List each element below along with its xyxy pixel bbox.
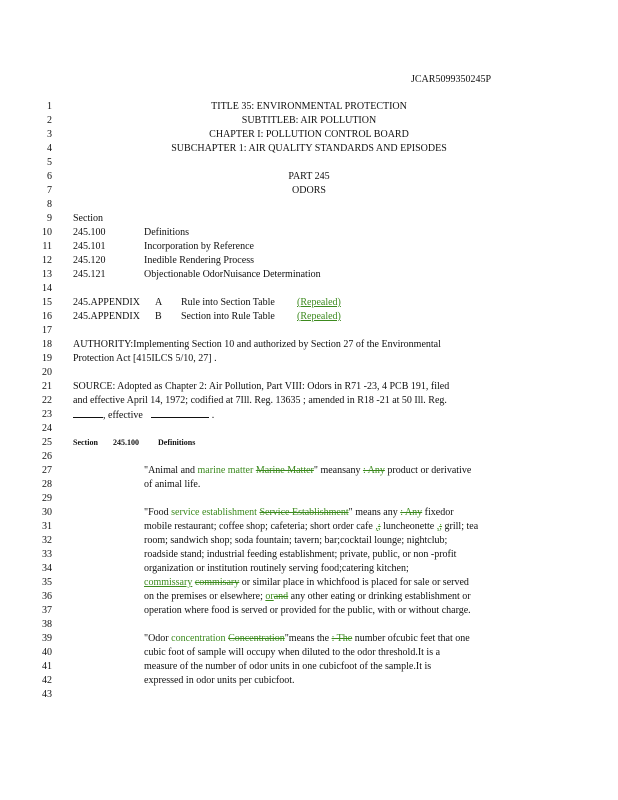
document-id: JCAR5099350245P: [411, 74, 492, 85]
appendix-status: (Repealed): [297, 311, 341, 322]
line-number: 31: [42, 521, 52, 532]
line-number: 43: [42, 689, 52, 700]
line-number: 15: [42, 297, 52, 308]
blank-field: [73, 408, 103, 418]
line-number: 24: [42, 423, 52, 434]
line-number: 9: [47, 213, 52, 224]
source-line: and effective April 14, 1972; codified at 7Ill. Reg. 13635 ; amended in R18 -21 at 50 Ill. Reg.: [73, 395, 447, 406]
appendix-status: (Repealed): [297, 297, 341, 308]
line-number: 40: [42, 647, 52, 658]
line-number: 5: [47, 157, 52, 168]
line-number: 19: [42, 353, 52, 364]
toc-name: Objectionable OdorNuisance Determination: [144, 269, 321, 280]
section-heading-name: Definitions: [158, 438, 196, 447]
def-animal-line: "Animal and marine matter Marine Matter" meansany : Any product or derivative: [144, 465, 472, 476]
def-food-line: roadside stand; industrial feeding establishment; private, public, or non -profit: [144, 549, 457, 560]
authority-line: Protection Act [415ILCS 5/10, 27] .: [73, 353, 217, 364]
toc-num: 245.101: [73, 241, 106, 252]
appendix-name: Section into Rule Table: [181, 311, 275, 322]
def-food-line: organization or institution routinely serving food;catering kitchen;: [144, 563, 409, 574]
line-number: 42: [42, 675, 52, 686]
line-number: 21: [42, 381, 52, 392]
authority-line: AUTHORITY:Implementing Section 10 and authorized by Section 27 of the Environmental: [73, 339, 441, 350]
subchapter-line: SUBCHAPTER 1: AIR QUALITY STANDARDS AND EPISODES: [171, 143, 447, 154]
line-number: 12: [42, 255, 52, 266]
line-number: 2: [47, 115, 52, 126]
def-food-line: room; sandwich shop; soda fountain; tavern; bar;cocktail lounge; nightclub;: [144, 535, 448, 546]
def-food-line: on the premises or elsewhere; orand any other eating or drinking establishment or: [144, 591, 471, 602]
source-line: , effective .: [73, 408, 214, 423]
chapter-line: CHAPTER I: POLLUTION CONTROL BOARD: [209, 129, 409, 140]
line-number: 36: [42, 591, 52, 602]
line-number: 3: [47, 129, 52, 140]
def-animal-line: of animal life.: [144, 479, 201, 490]
line-number: 16: [42, 311, 52, 322]
line-number: 38: [42, 619, 52, 630]
line-number: 1: [47, 101, 52, 112]
line-number: 33: [42, 549, 52, 560]
line-number: 32: [42, 535, 52, 546]
def-food-line: mobile restaurant; coffee shop; cafeteria; short order cafe ,; luncheonette ,; grill; tea: [144, 521, 479, 532]
part-name: ODORS: [292, 185, 326, 196]
line-number: 25: [42, 437, 52, 448]
def-odor-line: cubic foot of sample will occupy when diluted to the odor threshold.It is a: [144, 647, 441, 658]
section-heading-label: Section: [73, 438, 98, 447]
line-number: 34: [42, 563, 52, 574]
line-number: 17: [42, 325, 52, 336]
toc-name: Definitions: [144, 227, 189, 238]
def-food-line: operation where food is served or provided for the public, with or without charge.: [144, 605, 471, 616]
toc-num: 245.100: [73, 227, 106, 238]
line-number: 27: [42, 465, 52, 476]
line-number: 6: [47, 171, 52, 182]
appendix-letter: B: [155, 311, 162, 322]
part-line: PART 245: [288, 171, 330, 182]
toc-name: Incorporation by Reference: [144, 241, 254, 252]
appendix-num: 245.APPENDIX: [73, 311, 140, 322]
line-number: 10: [42, 227, 52, 238]
toc-num: 245.121: [73, 269, 106, 280]
toc-num: 245.120: [73, 255, 106, 266]
line-number: 23: [42, 409, 52, 420]
def-odor-line: "Odor concentration Concentration"means the : The number ofcubic feet that one: [144, 633, 470, 644]
line-number: 28: [42, 479, 52, 490]
line-number: 14: [42, 283, 52, 294]
source-line: SOURCE: Adopted as Chapter 2: Air Pollution, Part VIII: Odors in R71 -23, 4 PCB 191, filed: [73, 381, 450, 392]
def-food-line: "Food service establishment Service Establishment" means any : Any fixedor: [144, 507, 454, 518]
line-number: 20: [42, 367, 52, 378]
line-number: 35: [42, 577, 52, 588]
appendix-num: 245.APPENDIX: [73, 297, 140, 308]
toc-section-label: Section: [73, 213, 103, 224]
line-number: 30: [42, 507, 52, 518]
appendix-name: Rule into Section Table: [181, 297, 275, 308]
line-number: 18: [42, 339, 52, 350]
appendix-letter: A: [155, 297, 163, 308]
def-odor-line: expressed in odor units per cubicfoot.: [144, 675, 295, 686]
line-number: 22: [42, 395, 52, 406]
title-line: TITLE 35: ENVIRONMENTAL PROTECTION: [211, 101, 407, 112]
toc-name: Inedible Rendering Process: [144, 255, 254, 266]
blank-field: [151, 408, 209, 418]
line-number: 26: [42, 451, 52, 462]
line-number: 4: [47, 143, 52, 154]
subtitle-line: SUBTITLEB: AIR POLLUTION: [241, 115, 377, 126]
line-number: 11: [42, 241, 52, 252]
def-food-line: commissary commisary or similar place in whichfood is placed for sale or served: [144, 577, 469, 588]
line-number: 39: [42, 633, 52, 644]
line-number: 41: [42, 661, 52, 672]
line-number: 8: [47, 199, 52, 210]
line-number: 37: [42, 605, 52, 616]
section-heading-num: 245.100: [113, 438, 139, 447]
line-number: 29: [42, 493, 52, 504]
line-number: 7: [47, 185, 52, 196]
line-number: 13: [42, 269, 52, 280]
def-odor-line: measure of the number of odor units in one cubicfoot of the sample.It is: [144, 661, 432, 672]
